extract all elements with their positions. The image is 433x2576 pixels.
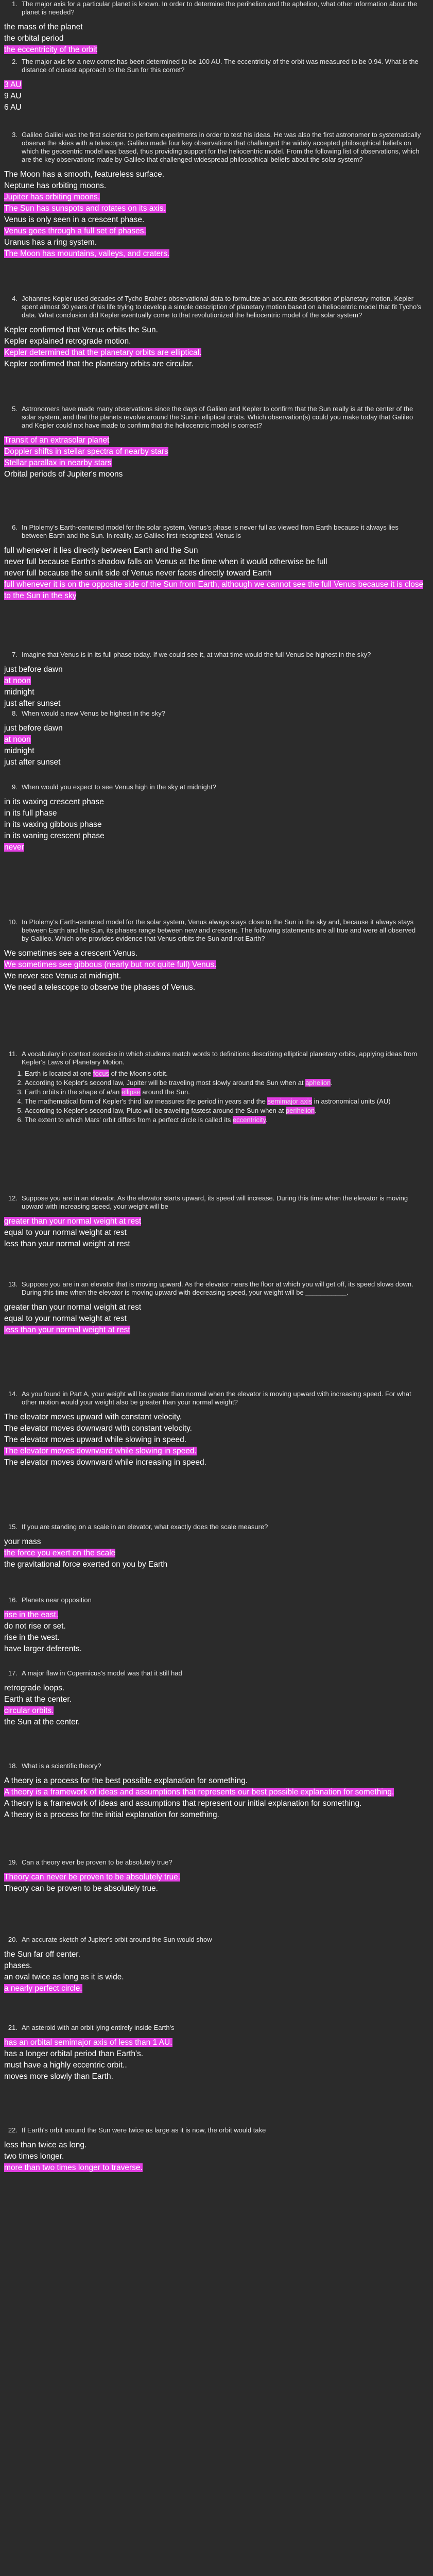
answer-option-selected[interactable] (4, 435, 426, 446)
answer-option-label: Kepler explained retrograde motion. (4, 337, 131, 346)
question-number: 16. (8, 1596, 18, 1604)
answer-option[interactable] (4, 91, 426, 102)
question-text: Can a theory ever be proven to be absolutely true? (22, 1858, 172, 1866)
answer-option[interactable] (4, 971, 426, 982)
answer-option[interactable] (4, 664, 426, 675)
answer-option[interactable] (4, 180, 426, 192)
vocabulary-item (25, 1070, 426, 1078)
answer-option-label: has an orbital semimajor axis of less than 1 AU. (4, 2038, 172, 2047)
question-text: Astronomers have made many observations since the days of Galileo and Kepler to confirm that the Sun really is at the center of the solar system, and that the planets revolve around the Sun in elliptical orbits. Which observation(s) could you make today that Galileo and Kepler could not have made to confirm that the heliocentric model is correct? (22, 405, 413, 429)
answer-option-label: in its waxing crescent phase (4, 798, 104, 806)
answer-option-selected[interactable] (4, 1872, 426, 1883)
question-stem (4, 523, 426, 540)
question-14 (4, 1390, 426, 1468)
question-6 (4, 523, 426, 602)
question-text: Imagine that Venus is in its full phase today. If we could see it, at what time would the full Venus be highest in the sky? (22, 651, 371, 658)
answer-option-label: Transit of an extrasolar planet (4, 436, 110, 445)
question-1 (4, 0, 426, 56)
question-number: 1. (12, 0, 18, 8)
answer-option-label: Jupiter has orbiting moons. (4, 193, 100, 201)
answer-option-label: The elevator moves upward while slowing in speed. (4, 1435, 187, 1444)
answer-option-label: the Sun at the center. (4, 1718, 80, 1726)
question-number: 15. (8, 1523, 18, 1531)
answer-options (4, 1683, 426, 1728)
answer-options (4, 723, 426, 768)
answer-option[interactable] (4, 545, 426, 556)
answer-option-label: Kepler confirmed that the planetary orbits are circular. (4, 360, 194, 368)
question-stem (4, 1858, 426, 1867)
question-stem (4, 2126, 426, 2134)
question-number: 19. (8, 1858, 18, 1866)
answer-option-selected[interactable] (4, 675, 426, 687)
answer-option[interactable] (4, 1949, 426, 1960)
question-4 (4, 295, 426, 370)
answer-option-label: 3 AU (4, 80, 22, 89)
answer-option[interactable] (4, 1694, 426, 1705)
question-stem (4, 651, 426, 659)
question-stem (4, 918, 426, 943)
question-stem (4, 1936, 426, 1944)
question-text: As you found in Part A, your weight will be greater than normal when the elevator is moving upward with increasing speed. For what other motion would your weight also be greater than your normal weight? (22, 1390, 411, 1406)
question-number: 14. (8, 1390, 18, 1398)
answer-option[interactable] (4, 1434, 426, 1446)
answer-option[interactable] (4, 808, 426, 819)
answer-option-label: The Moon has mountains, valleys, and craters. (4, 249, 170, 258)
answer-option[interactable] (4, 819, 426, 831)
question-stem (4, 709, 426, 718)
question-text: When would you expect to see Venus high in the sky at midnight? (22, 783, 216, 791)
answer-option-selected[interactable] (4, 734, 426, 745)
question-stem (4, 1669, 426, 1677)
question-number: 6. (12, 523, 18, 531)
question-text: In Ptolemy's Earth-centered model for the solar system, Venus's phase is never full as viewed from Earth because it always lies between Earth and the Sun. In reality, as Galileo first recognized, Venus is (22, 523, 399, 539)
answer-option-label: must have a highly eccentric orbit.. (4, 2061, 127, 2070)
answer-option[interactable] (4, 2151, 426, 2162)
answer-option-label: Doppler shifts in stellar spectra of nearby stars (4, 447, 168, 456)
question-text: What is a scientific theory? (22, 1762, 101, 1770)
question-text: If Earth's orbit around the Sun were twice as large as it is now, the orbit would take (22, 2126, 266, 2134)
question-stem (4, 295, 426, 319)
answer-option-label: A theory is a process for the best possible explanation for something. (4, 1776, 248, 1785)
answer-option-label: Earth at the center. (4, 1695, 72, 1704)
answer-options (4, 2140, 426, 2174)
answer-option-label: A theory is a framework of ideas and assumptions that represent our initial explanation for something. (4, 1799, 362, 1808)
question-text: When would a new Venus be highest in the sky? (22, 709, 165, 717)
answer-options (4, 545, 426, 602)
answer-option[interactable] (4, 2060, 426, 2071)
question-20 (4, 1936, 426, 1994)
answer-option[interactable] (4, 325, 426, 336)
answer-option-label: Neptune has orbiting moons. (4, 181, 107, 190)
answer-option-label: The elevator moves downward while slowing in speed. (4, 1447, 197, 1455)
answer-option-selected[interactable] (4, 226, 426, 237)
question-text: The major axis for a new comet has been determined to be 100 AU. The eccentricity of the orbit was measured to be 0.94. What is the distance of closest approach to the Sun for this comet? (22, 58, 419, 74)
answer-option-label: Theory can be proven to be absolutely true. (4, 1884, 158, 1893)
answer-option[interactable] (4, 1683, 426, 1694)
answer-option-label: The elevator moves downward while increasing in speed. (4, 1458, 206, 1467)
answer-option[interactable] (4, 214, 426, 226)
question-13 (4, 1280, 426, 1336)
question-text: Suppose you are in an elevator. As the elevator starts upward, its speed will increase. During this time when the elevator is moving upward with increasing speed, your weight will be (22, 1194, 408, 1210)
answer-options (4, 948, 426, 993)
answer-options (4, 1872, 426, 1894)
answer-option[interactable] (4, 1883, 426, 1894)
answer-option-label: has a longer orbital period than Earth's. (4, 2049, 144, 2058)
question-text: An accurate sketch of Jupiter's orbit around the Sun would show (22, 1936, 212, 1943)
answer-option[interactable] (4, 1559, 426, 1570)
vocabulary-text-after: . (331, 1079, 333, 1087)
answer-option-label: 6 AU (4, 103, 22, 112)
question-stem (4, 1596, 426, 1604)
question-stem (4, 58, 426, 74)
question-stem (4, 1280, 426, 1297)
answer-option[interactable] (4, 1809, 426, 1821)
answer-option-label: phases. (4, 1961, 32, 1970)
question-9 (4, 783, 426, 853)
answer-options (4, 1775, 426, 1821)
question-number: 13. (8, 1280, 18, 1288)
question-number: 8. (12, 709, 18, 717)
answer-option-label: less than your normal weight at rest (4, 1240, 130, 1248)
answer-option-label: in its waxing gibbous phase (4, 820, 102, 829)
question-text: The major axis for a particular planet is known. In order to determine the perihelion and the aphelion, what other information about the planet is needed? (22, 0, 418, 16)
question-8 (4, 709, 426, 768)
answer-option-label: Stellar parallax in nearby stars (4, 459, 112, 467)
vocabulary-answer[interactable]: eccentricity (232, 1116, 266, 1124)
vocabulary-text-before: The mathematical form of Kepler's third law measures the period in years and the (25, 1097, 268, 1105)
answer-option-label: We need a telescope to observe the phases of Venus. (4, 983, 196, 992)
answer-option-selected[interactable] (4, 248, 426, 260)
question-number: 11. (8, 1050, 18, 1058)
vocabulary-answer[interactable]: aphelion (305, 1079, 331, 1087)
vocabulary-item (25, 1088, 426, 1096)
answer-option[interactable] (4, 982, 426, 993)
answer-option-label: do not rise or set. (4, 1622, 66, 1631)
answer-option-label: two times longer. (4, 2152, 64, 2161)
answer-option-label: A theory is a framework of ideas and assumptions that represents our best possible explanation for something. (4, 1788, 394, 1797)
vocabulary-text-before: The extent to which Mars' orbit differs from a perfect circle is called its (25, 1116, 233, 1124)
answer-option[interactable] (4, 1313, 426, 1325)
answer-option-selected[interactable] (4, 1787, 426, 1798)
question-number: 18. (8, 1762, 18, 1770)
question-5 (4, 405, 426, 480)
question-number: 2. (12, 58, 18, 65)
answer-option[interactable] (4, 568, 426, 579)
answer-option-label: in its waning crescent phase (4, 832, 105, 840)
answer-option-label: the gravitational force exerted on you by Earth (4, 1560, 168, 1569)
question-stem (4, 131, 426, 164)
answer-option-label: the mass of the planet (4, 23, 83, 31)
answer-option-selected[interactable] (4, 1216, 426, 1227)
answer-option-selected[interactable] (4, 959, 426, 971)
answer-option[interactable] (4, 1632, 426, 1643)
answer-option[interactable] (4, 1302, 426, 1313)
question-number: 21. (8, 2024, 18, 2031)
answer-option[interactable] (4, 102, 426, 113)
question-stem (4, 1523, 426, 1531)
vocabulary-text-before: Earth is located at one (25, 1070, 93, 1077)
question-stem (4, 1194, 426, 1211)
question-stem (4, 2024, 426, 2032)
answer-option-label: the Sun far off center. (4, 1950, 80, 1959)
question-number: 7. (12, 651, 18, 658)
answer-option-label: never full because the sunlit side of Venus never faces directly toward Earth (4, 569, 272, 578)
answer-option-selected[interactable] (4, 1705, 426, 1717)
vocabulary-answer[interactable]: focus (93, 1070, 110, 1077)
answer-option[interactable] (4, 757, 426, 768)
answer-option-label: We sometimes see a crescent Venus. (4, 949, 138, 958)
answer-option-label: the force you exert on the scale (4, 1549, 116, 1557)
answer-option[interactable] (4, 22, 426, 33)
answer-option-selected[interactable] (4, 457, 426, 469)
vocabulary-text-after: in astronomical units (AU) (312, 1097, 391, 1105)
vocabulary-item (25, 1116, 426, 1124)
answer-option-selected[interactable] (4, 842, 426, 853)
answer-option-label: have larger deferents. (4, 1645, 82, 1653)
question-text: A major flaw in Copernicus's model was that it still had (22, 1669, 182, 1677)
answer-options (4, 796, 426, 853)
answer-option-selected[interactable] (4, 79, 426, 91)
answer-option[interactable] (4, 469, 426, 480)
question-text: Galileo Galilei was the first scientist to perform experiments in order to test his ideas. He was also the first astronomer to systematically observe the skies with a telescope. Galileo made four key observations that challenged the widely accepted philosophical beliefs on which the geocentric model was based, thus providing support for the heliocentric model. From the following list of observations, which are the key observations made by Galileo that challenged widespread philosophical beliefs about the solar system? (22, 131, 421, 163)
answer-option-label: Venus is only seen in a crescent phase. (4, 215, 145, 224)
question-stem (4, 783, 426, 791)
question-number: 22. (8, 2126, 18, 2134)
question-stem (4, 1050, 426, 1066)
answer-option-selected[interactable] (4, 192, 426, 203)
question-16 (4, 1596, 426, 1655)
answer-option[interactable] (4, 1972, 426, 1983)
question-3 (4, 131, 426, 260)
question-text: An asteroid with an orbit lying entirely inside Earth's (22, 2024, 175, 2031)
vocabulary-answer[interactable]: perihelion (285, 1107, 315, 1114)
answer-option-selected[interactable] (4, 1325, 426, 1336)
answer-option[interactable] (4, 687, 426, 698)
vocabulary-item (25, 1097, 426, 1106)
answer-option-selected[interactable] (4, 1609, 426, 1621)
answer-options (4, 22, 426, 56)
answer-option-label: at noon (4, 676, 31, 685)
answer-option-label: less than twice as long. (4, 2141, 87, 2149)
question-number: 3. (12, 131, 18, 139)
answer-option-label: full whenever it is on the opposite side of the Sun from Earth, although we cannot see the full Venus because it is close to the Sun in the sky (4, 580, 424, 600)
answer-option[interactable] (4, 831, 426, 842)
vocabulary-item (25, 1079, 426, 1087)
answer-option[interactable] (4, 1457, 426, 1468)
question-17 (4, 1669, 426, 1728)
question-text: In Ptolemy's Earth-centered model for the solar system, Venus always stays close to the Sun in the sky and, because it always stays between Earth and the Sun, its phases range between new and crescent. The following statements are all true and were all observed by Galileo. Which one provides evidence that Venus orbits the Sun and not Earth? (22, 918, 416, 942)
question-2 (4, 58, 426, 113)
question-number: 5. (12, 405, 18, 413)
answer-options (4, 79, 426, 113)
question-21 (4, 2024, 426, 2082)
question-number: 4. (12, 295, 18, 302)
answer-option-label: the eccentricity of the orbit (4, 45, 97, 54)
answer-option-label: Theory can never be proven to be absolutely true. (4, 1873, 181, 1882)
question-10 (4, 918, 426, 993)
answer-option-label: just before dawn (4, 724, 63, 733)
question-11 (4, 1050, 426, 1125)
question-stem (4, 0, 426, 16)
question-7 (4, 651, 426, 709)
vocabulary-text-after: . (315, 1107, 317, 1114)
question-22 (4, 2126, 426, 2174)
answer-option-selected[interactable] (4, 347, 426, 359)
answer-option[interactable] (4, 698, 426, 709)
answer-option-label: your mass (4, 1537, 41, 1546)
answer-option-label: full whenever it lies directly between Earth and the Sun (4, 546, 198, 555)
vocabulary-text-after: around the Sun. (140, 1088, 190, 1096)
vocabulary-text-after: . (266, 1116, 268, 1124)
answer-option[interactable] (4, 1643, 426, 1655)
vocabulary-text-before: Earth orbits in the shape of a/an (25, 1088, 122, 1096)
answer-option-label: greater than your normal weight at rest (4, 1217, 142, 1226)
answer-option-label: rise in the west. (4, 1633, 60, 1642)
vocabulary-list (25, 1070, 426, 1124)
answer-option-selected[interactable] (4, 203, 426, 214)
answer-option-label: never full because Earth's shadow falls on Venus at the time when it would otherwise be full (4, 557, 327, 566)
answer-option[interactable] (4, 336, 426, 347)
answer-option[interactable] (4, 2140, 426, 2151)
question-text: If you are standing on a scale in an elevator, what exactly does the scale measure? (22, 1523, 268, 1531)
question-text: Johannes Kepler used decades of Tycho Brahe's observational data to formulate an accurate description of planetary motion. Kepler spent almost 30 years of his life trying to develop a simple description of planetary motion based on a heliocentric model that fit Tycho's data. What conclusion did Kepler eventually come to that revolutionized the heliocentric model of the solar system? (22, 295, 422, 319)
answer-option[interactable] (4, 1775, 426, 1787)
answer-option-selected[interactable] (4, 1983, 426, 1994)
question-18 (4, 1762, 426, 1821)
vocabulary-item (25, 1107, 426, 1115)
answer-option[interactable] (4, 359, 426, 370)
question-stem (4, 1762, 426, 1770)
answer-option-selected[interactable] (4, 2162, 426, 2174)
answer-options (4, 1412, 426, 1468)
answer-option-label: circular orbits. (4, 1706, 54, 1715)
answer-options (4, 1216, 426, 1250)
answer-options (4, 1536, 426, 1570)
answer-option-label: The elevator moves upward with constant velocity. (4, 1413, 182, 1421)
answer-option-label: never (4, 843, 24, 852)
answer-option-label: equal to your normal weight at rest (4, 1228, 127, 1237)
answer-option-label: Kepler determined that the planetary orbits are elliptical. (4, 348, 202, 357)
question-19 (4, 1858, 426, 1894)
question-stem (4, 1390, 426, 1406)
question-text: A vocabulary in context exercise in which students match words to definitions describing elliptical planetary orbits, applying ideas from Kepler's Laws of Planetary Motion. (22, 1050, 418, 1066)
answer-option-label: equal to your normal weight at rest (4, 1314, 127, 1323)
question-text: Suppose you are in an elevator that is moving upward. As the elevator nears the floor at which you will get off, its speed slows down. During this time when the elevator is moving upward with decreasing speed, your weight will be ___________. (22, 1280, 413, 1296)
answer-option-selected[interactable] (4, 1446, 426, 1457)
question-15 (4, 1523, 426, 1570)
answer-option-label: The Moon has a smooth, featureless surface. (4, 170, 165, 179)
answer-option-label: midnight (4, 747, 34, 755)
answer-option-label: just after sunset (4, 699, 61, 708)
vocabulary-text-before: According to Kepler's second law, Jupiter will be traveling most slowly around the Sun when at (25, 1079, 306, 1087)
answer-option-label: greater than your normal weight at rest (4, 1303, 142, 1312)
answer-option-label: more than two times longer to traverse. (4, 2163, 143, 2172)
question-number: 12. (8, 1194, 18, 1202)
question-number: 17. (8, 1669, 18, 1677)
answer-option[interactable] (4, 1536, 426, 1548)
answer-option-selected[interactable] (4, 579, 426, 602)
answer-option-label: less than your normal weight at rest (4, 1326, 130, 1334)
answer-option-label: Orbital periods of Jupiter's moons (4, 470, 123, 479)
answer-option-label: We never see Venus at midnight. (4, 972, 122, 980)
answer-option[interactable] (4, 33, 426, 44)
answer-option-selected[interactable] (4, 1548, 426, 1559)
answer-option[interactable] (4, 1239, 426, 1250)
answer-option[interactable] (4, 1798, 426, 1809)
answer-option[interactable] (4, 745, 426, 757)
answer-option-label: Kepler confirmed that Venus orbits the Sun. (4, 326, 158, 334)
answer-option-label: an oval twice as long as it is wide. (4, 1973, 124, 1981)
vocabulary-answer[interactable]: semimajor axis (267, 1097, 313, 1105)
answer-option-label: in its full phase (4, 809, 57, 818)
answer-option-label: A theory is a process for the initial explanation for something. (4, 1810, 219, 1819)
answer-option[interactable] (4, 1423, 426, 1434)
answer-option[interactable] (4, 1227, 426, 1239)
question-number: 20. (8, 1936, 18, 1943)
vocabulary-text-before: According to Kepler's second law, Pluto will be traveling fastest around the Sun when at (25, 1107, 286, 1114)
answer-option-label: just before dawn (4, 665, 63, 674)
answer-option[interactable] (4, 2071, 426, 2082)
answer-option-label: moves more slowly than Earth. (4, 2072, 113, 2081)
question-number: 10. (8, 918, 18, 926)
answer-option-label: Uranus has a ring system. (4, 238, 97, 247)
answer-option-label: just after sunset (4, 758, 61, 767)
vocabulary-text-after: of the Moon's orbit. (109, 1070, 168, 1077)
answer-options (4, 2037, 426, 2082)
answer-options (4, 325, 426, 370)
answer-option[interactable] (4, 169, 426, 180)
answer-option-label: midnight (4, 688, 34, 697)
answer-options (4, 435, 426, 480)
answer-option[interactable] (4, 1960, 426, 1972)
answer-options (4, 169, 426, 260)
answer-option[interactable] (4, 237, 426, 248)
answer-option-label: rise in the east. (4, 1611, 59, 1619)
answer-option-label: The Sun has sunspots and rotates on its axis. (4, 204, 166, 213)
answer-option-label: 9 AU (4, 92, 22, 100)
question-number: 9. (12, 783, 18, 791)
answer-option-label: at noon (4, 735, 31, 744)
vocabulary-answer[interactable]: ellipse (121, 1088, 141, 1096)
answer-options (4, 1609, 426, 1655)
answer-option-selected[interactable] (4, 446, 426, 457)
question-12 (4, 1194, 426, 1250)
answer-option-selected[interactable] (4, 2037, 426, 2048)
answer-option[interactable] (4, 1621, 426, 1632)
answer-options (4, 664, 426, 709)
answer-option[interactable] (4, 796, 426, 808)
answer-options (4, 1949, 426, 1994)
answer-option-label: The elevator moves downward with constant velocity. (4, 1424, 192, 1433)
answer-option-label: retrograde loops. (4, 1684, 65, 1692)
answer-option[interactable] (4, 2048, 426, 2060)
answer-option[interactable] (4, 723, 426, 734)
answer-option-label: the orbital period (4, 34, 64, 43)
answer-option[interactable] (4, 948, 426, 959)
answer-option-label: a nearly perfect circle. (4, 1984, 82, 1993)
answer-options (4, 1302, 426, 1336)
answer-option[interactable] (4, 1717, 426, 1728)
answer-option-label: We sometimes see gibbous (nearly but not quite full) Venus. (4, 960, 217, 969)
answer-option-selected[interactable] (4, 44, 426, 56)
question-stem (4, 405, 426, 430)
answer-option-label: Venus goes through a full set of phases. (4, 227, 146, 235)
answer-option[interactable] (4, 556, 426, 568)
answer-option[interactable] (4, 1412, 426, 1423)
question-text: Planets near opposition (22, 1596, 92, 1604)
